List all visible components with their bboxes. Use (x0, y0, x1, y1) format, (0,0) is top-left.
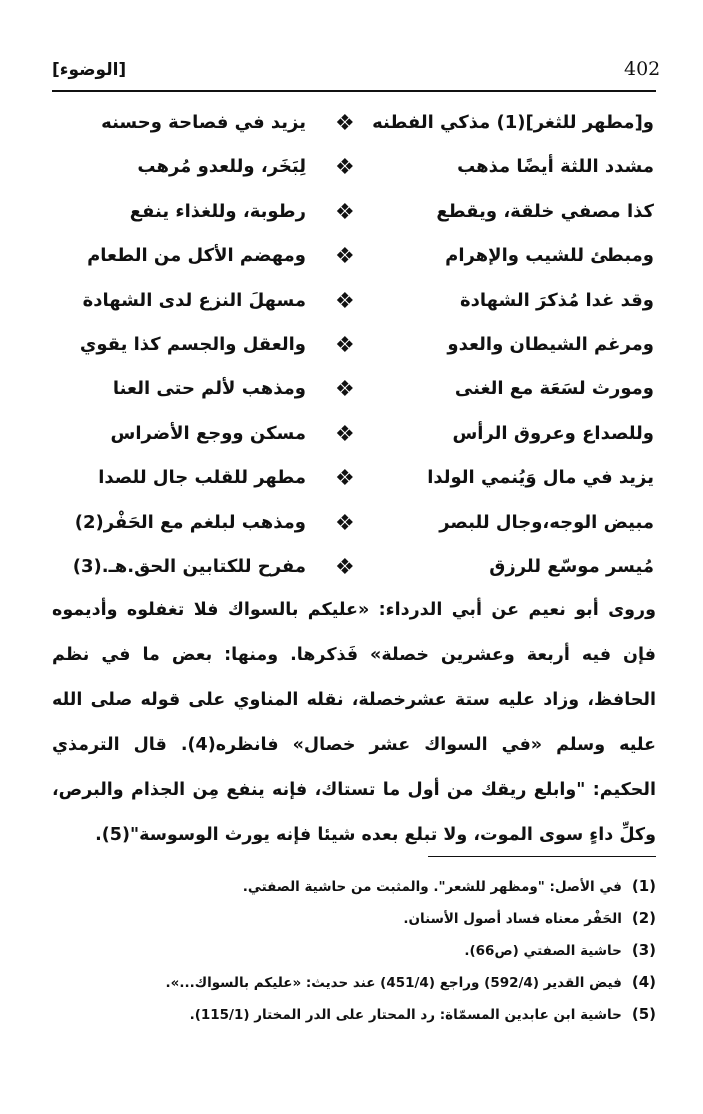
diamond-ornament-icon: ❖ (335, 244, 355, 270)
verse (52, 237, 656, 281)
diamond-ornament-icon: ❖ (335, 199, 355, 225)
diamond-ornament-icon: ❖ (335, 421, 355, 447)
verse (52, 148, 656, 192)
footnotes (52, 870, 656, 1030)
first-hemistich: ومورث لسَعَة مع الغنى (454, 378, 654, 400)
verse (52, 459, 656, 503)
header-rule (52, 90, 656, 92)
second-hemistich: ومذهب لألم حتى العنا (112, 378, 306, 400)
footnote (52, 902, 656, 934)
second-hemistich: مفرح للكتابين الحق.هـ.(3) (72, 555, 306, 577)
first-hemistich: مبيض الوجه،وجال للبصر (439, 511, 654, 533)
diamond-ornament-icon: ❖ (335, 377, 355, 403)
diamond-ornament-icon: ❖ (335, 554, 355, 580)
diamond-ornament-icon: ❖ (335, 332, 355, 358)
footnote (52, 966, 656, 998)
footnote-text: في الأصل: "ومظهر للشعر". والمثبت من حاشية الصفتي. (242, 879, 622, 895)
footnote-text: حاشية ابن عابدين المسمّاة: رد المحتار على الدر المختار (115/1). (189, 1007, 622, 1023)
verse (52, 282, 656, 326)
footnote-number: (4) (631, 973, 656, 991)
verse (52, 504, 656, 548)
second-hemistich: ومهضم الأكل من الطعام (87, 245, 306, 267)
second-hemistich: مسكن ووجع الأضراس (110, 422, 306, 444)
diamond-ornament-icon: ❖ (335, 288, 355, 314)
poem (52, 104, 656, 592)
second-hemistich: والعقل والجسم كذا يقوي (79, 333, 306, 355)
first-hemistich: يزيد في مال وَيُنمي الولدا (427, 467, 654, 489)
first-hemistich: و[مطهر للثغر](1) مذكي الفطنه (372, 112, 654, 133)
footnote (52, 870, 656, 902)
footnote (52, 998, 656, 1030)
verse (52, 104, 656, 148)
diamond-ornament-icon: ❖ (335, 510, 355, 536)
first-hemistich: مُيسر موسّع للرزق (489, 555, 654, 577)
page-number: 402 (624, 58, 661, 80)
first-hemistich: كذا مصفي خلقة، ويقطع (436, 200, 654, 222)
diamond-ornament-icon: ❖ (335, 155, 355, 181)
footnote-text: الحَفْر معناه فساد أصول الأسنان. (403, 911, 622, 927)
second-hemistich: رطوبة، وللغذاء ينفع (129, 200, 306, 222)
verse (52, 548, 656, 592)
second-hemistich: لِبَخَر، وللعدو مُرهب (137, 156, 306, 178)
second-hemistich: ومذهب لبلغم مع الحَفْر(2) (74, 511, 306, 533)
footnote-number: (3) (631, 941, 656, 959)
diamond-ornament-icon: ❖ (335, 466, 355, 492)
verse (52, 370, 656, 414)
footnote-number: (2) (631, 909, 656, 927)
verse (52, 415, 656, 459)
second-hemistich: مطهر للقلب جال للصدا (98, 467, 306, 489)
footnote-text: حاشية الصفتي (ص66). (464, 943, 622, 959)
running-title: [الوضوء] (52, 60, 127, 80)
second-hemistich: يزيد في فصاحة وحسنه (101, 112, 306, 133)
footnote-text: فيض القدير (592/4) وراجع (451/4) عند حديث: «عليكم بالسواك...». (165, 975, 622, 991)
footnote-number: (1) (631, 877, 656, 895)
first-hemistich: وللصداع وعروق الرأس (452, 422, 654, 444)
first-hemistich: مشدد اللثة أيضًا مذهب (457, 156, 654, 178)
verse (52, 193, 656, 237)
footnote-number: (5) (631, 1005, 656, 1023)
body-paragraph: وروى أبو نعيم عن أبي الدرداء: «عليكم بالسواك فلا تغفلوه وأديموه فإن فيه أربعة وعشرين خصلة» فَذكرها. ومنها: بعض ما في نظم الحافظ، وزاد عليه ستة عشرخصلة، نقله المناوي على قوله صلى الله عليه وسلم «في السواك عشر خصال» فانظره(4). قال الترمذي الحكيم: "وابلع ريقك من أول ما تستاك، فإنه ينفع مِن الجذام والبرص، وكلِّ داءٍ سوى الموت، ولا تبلع بعده شيئا فإنه يورث الوسوسة"(5). (52, 600, 656, 845)
verse (52, 326, 656, 370)
footnote-rule (428, 856, 656, 857)
diamond-ornament-icon: ❖ (335, 111, 355, 136)
first-hemistich: ومرغم الشيطان والعدو (447, 333, 654, 355)
first-hemistich: ومبطئ للشيب والإهرام (445, 245, 654, 267)
second-hemistich: مسهلَ النزع لدى الشهادة (82, 289, 306, 311)
first-hemistich: وقد غدا مُذكرَ الشهادة (460, 289, 654, 311)
footnote (52, 934, 656, 966)
